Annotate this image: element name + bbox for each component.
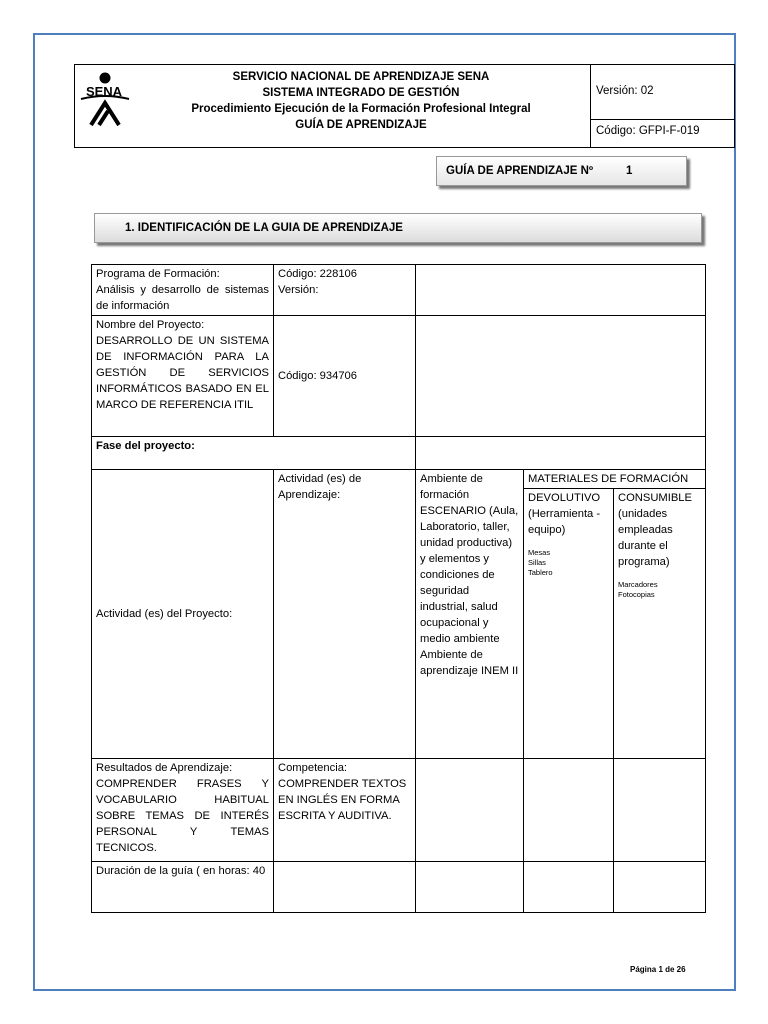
- empty-cell: [524, 759, 614, 862]
- header-line-3: Procedimiento Ejecución de la Formación Profesional Integral: [191, 103, 531, 115]
- table-row: [92, 437, 706, 470]
- fase-cell: Fase del proyecto:: [92, 437, 416, 470]
- empty-cell: [524, 862, 614, 913]
- table-row: [92, 862, 706, 913]
- guide-number: 1: [626, 165, 633, 177]
- empty-cell: [614, 862, 706, 913]
- code-cell: Código: GFPI-F-019: [596, 125, 700, 137]
- table-row: [92, 759, 706, 862]
- resultados-label: Resultados de Aprendizaje:: [96, 762, 233, 774]
- identification-table: [91, 264, 706, 913]
- guide-number-box: [436, 156, 687, 186]
- empty-cell: [416, 862, 524, 913]
- table-row: [92, 470, 706, 489]
- competencia-label: Competencia:: [278, 762, 348, 774]
- ambiente-cell: Ambiente de formación ESCENARIO (Aula, Laboratorio, taller, unidad productiva) y elementos y condiciones de seguridad industrial, salud ocupacional y medio ambiente Ambiente de aprendizaje INEM II: [416, 470, 524, 759]
- consumible-cell: [614, 489, 706, 759]
- consumible-item: Marcadores: [618, 580, 658, 589]
- resultados-cell: [92, 759, 274, 862]
- table-row: [92, 265, 706, 316]
- devolutivo-item: Sillas: [528, 558, 546, 567]
- programa-version: Versión:: [278, 284, 319, 296]
- proyecto-value: DESARROLLO DE UN SISTEMA DE INFORMACIÓN PARA LA GESTIÓN DE SERVICIOS INFORMÁTICOS BASADO EN EL MARCO DE REFERENCIA ITIL: [96, 335, 269, 411]
- page-number: Página 1 de 26: [630, 965, 686, 974]
- devolutivo-cell: [524, 489, 614, 759]
- proyecto-label: Nombre del Proyecto:: [96, 319, 205, 331]
- devolutivo-item: Mesas: [528, 548, 551, 557]
- devolutivo-label: DEVOLUTIVO (Herramienta - equipo): [528, 492, 601, 536]
- competencia-cell: [274, 759, 416, 862]
- empty-cell: [416, 437, 706, 470]
- empty-cell: [274, 862, 416, 913]
- consumible-item: Fotocopias: [618, 590, 655, 599]
- resultados-value: COMPRENDER FRASES Y VOCABULARIO HABITUAL SOBRE TEMAS DE INTERÉS PERSONAL Y TEMAS TECNICOS.: [96, 778, 269, 854]
- table-row: [92, 316, 706, 437]
- actividad-proyecto-cell: Actividad (es) del Proyecto:: [92, 470, 274, 759]
- programa-value: Análisis y desarrollo de sistemas de información: [96, 284, 269, 312]
- competencia-value: COMPRENDER TEXTOS EN INGLÉS EN FORMA ESCRITA Y AUDITIVA.: [278, 778, 407, 822]
- header-line-4: GUÍA DE APRENDIZAJE: [295, 119, 427, 131]
- header-line-2: SISTEMA INTEGRADO DE GESTIÓN: [262, 87, 460, 99]
- logo-text: SENA: [85, 84, 123, 99]
- proyecto-cell: [92, 316, 274, 437]
- header-line-1: SERVICIO NACIONAL DE APRENDIZAJE SENA: [232, 71, 490, 83]
- proyecto-codigo: Código: 934706: [278, 370, 358, 382]
- header-titles: [135, 69, 587, 133]
- header-title-cell: [75, 65, 591, 147]
- guide-label: GUÍA DE APRENDIZAJE Nº: [446, 165, 594, 177]
- empty-cell: [416, 316, 706, 437]
- empty-cell: [614, 759, 706, 862]
- version-cell: Versión: 02: [591, 65, 734, 120]
- consumible-label: CONSUMIBLE (unidades empleadas durante el programa): [618, 492, 692, 568]
- sena-logo: [77, 69, 133, 129]
- programa-label: Programa de Formación:: [96, 268, 220, 280]
- empty-cell: [416, 759, 524, 862]
- document-header: [74, 64, 735, 148]
- devolutivo-item: Tablero: [528, 568, 553, 577]
- programa-cell: [92, 265, 274, 316]
- materiales-header: MATERIALES DE FORMACIÓN: [524, 470, 706, 489]
- empty-cell: [416, 265, 706, 316]
- proyecto-code-cell: [274, 316, 416, 437]
- duracion-cell: Duración de la guía ( en horas: 40: [92, 862, 274, 913]
- programa-codigo: Código: 228106: [278, 268, 358, 280]
- actividad-aprendizaje-cell: Actividad (es) de Aprendizaje:: [274, 470, 416, 759]
- programa-code-cell: [274, 265, 416, 316]
- section-heading: 1. IDENTIFICACIÓN DE LA GUIA DE APRENDIZAJE: [94, 213, 702, 243]
